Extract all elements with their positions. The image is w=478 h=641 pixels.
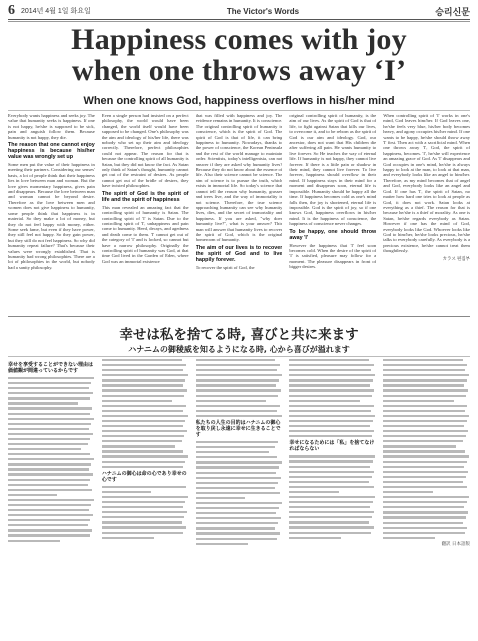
japanese-text-line (383, 359, 463, 361)
japanese-text-line (196, 400, 266, 402)
japanese-text-line (196, 461, 282, 463)
japanese-text-line (8, 499, 94, 501)
japanese-text-line (196, 456, 278, 458)
japanese-subhead: ハナニムの御稜威を知るようになる時, 心から喜びが溢れます (128, 345, 350, 354)
japanese-text-line (383, 450, 465, 452)
japanese-text-line (196, 527, 276, 529)
japanese-text-line (289, 379, 372, 381)
english-column-2 (102, 113, 189, 313)
publisher-name: 승리신문 (435, 6, 470, 17)
japanese-text-line (196, 522, 278, 524)
japanese-text-line (289, 476, 371, 478)
japanese-text-line (289, 415, 375, 417)
japanese-column-2 (102, 359, 189, 635)
japanese-text-line (383, 435, 465, 437)
japanese-text-line (102, 511, 187, 513)
japanese-text-line (383, 430, 468, 432)
japanese-text-line (8, 377, 94, 379)
japanese-text-line (102, 384, 183, 386)
japanese-text-line (383, 384, 464, 386)
japanese-text-line (383, 364, 467, 366)
japanese-column-1 (8, 359, 95, 635)
japanese-text-line (383, 420, 466, 422)
masthead-rule (8, 19, 470, 20)
japanese-text-line (102, 425, 183, 427)
japanese-text-line (383, 506, 464, 508)
section-divider (8, 316, 470, 317)
japanese-text-line (196, 482, 278, 484)
japanese-text-line (196, 507, 279, 509)
japanese-text-line (196, 543, 248, 545)
japanese-text-line (102, 359, 182, 361)
japanese-text-line (102, 501, 185, 503)
english-column-5 (383, 113, 470, 313)
japanese-text-line (289, 481, 369, 483)
japanese-text-line (102, 466, 183, 468)
japanese-text-line (383, 496, 469, 498)
japanese-text-line (383, 415, 469, 417)
japanese-text-line (383, 369, 465, 371)
paragraph: Everybody wants happiness and seeks joy. The value that humanity seeks is happiness. If one is not happy, he/she is supposed to be sick, pain and anguish follow them. Because humanity is not happy, they die. (8, 113, 95, 140)
japanese-text-line (289, 400, 359, 402)
japanese-text-line (289, 537, 341, 539)
japanese-text-line (289, 430, 374, 432)
issue-date: 2014년 4월 1일 화요일 (21, 8, 91, 15)
japanese-text-line (289, 389, 374, 391)
japanese-text-line (102, 374, 188, 376)
japanese-text-line (383, 455, 469, 457)
japanese-text-line (383, 527, 467, 529)
japanese-text-line (289, 455, 375, 457)
japanese-text-line (289, 410, 371, 412)
japanese-text-line (8, 534, 90, 536)
japanese-text-line (383, 445, 456, 447)
japanese-headline: 幸せは私を捨てる時, 喜びと共に来ます (119, 327, 359, 343)
japanese-text-line (102, 430, 187, 432)
japanese-text-line (102, 405, 186, 407)
japanese-text-line (383, 522, 463, 524)
japanese-text-line (102, 435, 184, 437)
japanese-text-line (383, 400, 453, 402)
paragraph: This man revealed an amazing fact that the controlling spirit of humanity is Satan. The controlling spirit of 'I' is Satan. Due to the controlling spirit of 'I', unhappiness and pain come to humanity. Heed, decays, and agedness and death come to them. 'I' cannot get out of the category of 'I' and is locked, so cannot but have a narrow philosophy. Originally the controlling spirit of humanity was God, at that time God lived in the Garden of Eden, where God was an immortal existence (101, 204, 189, 264)
japanese-text-line (289, 471, 374, 473)
section-heading: The spirit of God is the spirit of life and the spirit of happiness (101, 190, 189, 203)
japanese-text-line (102, 389, 187, 391)
paragraph: original controlling spirit of humanity, is the aim of our lives. As the spirit of God is that of life, to fight against Satan that kills our lives, to overcome it, and to be reborn as the spirit of God is our aim and ideology. God, our ancestor, does not want that His children die after suffering all pain. He wants humanity to live forever. So He teaches the way of eternal life. If humanity is not happy, they cannot live forever. If there is a little pain or shadow in their mind, they cannot live forever. To live forever, happiness should overflow in their mind. If happiness stays in their mind for a moment and disappears soon, eternal life is impossible. Humanity should be happy all the time. If happiness becomes cold as one's mind falls then, the joy is shortened, eternal life is impossible. God is the spirit of joy, so if one knows God, happiness overflows in his/her mind. It is the happiness of conscience, the happiness of conscience never changes. (289, 113, 377, 227)
japanese-text-line (196, 384, 277, 386)
japanese-text-line (383, 425, 464, 427)
japanese-text-line (196, 487, 276, 489)
japanese-text-line (102, 491, 151, 493)
japanese-section-heading: 幸せを享受することができない理由は価値観が間違っているからです (8, 362, 94, 374)
japanese-text-line (289, 405, 373, 407)
japanese-text-line (8, 418, 94, 420)
japanese-text-line (8, 514, 93, 516)
japanese-text-line (196, 389, 281, 391)
paragraph: Some men put the value of their happiness in meeting their partners. Considering our senses' basis, a lot of people think that their happiness lies in love between man and woman. But the love gives momentary happiness, gives pain and disappears. Because the love between man and woman cannot be beyond desire. Therefore as the love between men and women does not give happiness to humanity, some people think that happiness is in material. So they make a lot of money, but they do not feel happy with money, either. Some seek fame, but even if they have power, they still feel not happy. So they gain power, but they still do not feel happiness. So why did humanity repeat failure? That's because their values were wrongly established. That is humanity had wrong philosophies. There are a lot of philosophies in the world, but nobody had a sanity philosophy. (8, 162, 95, 270)
japanese-text-line (289, 501, 372, 503)
paragraph: However the happiness that 'I' feel soon becomes cold. When the desire of the spirit of 'I' is satisfied, pleasure may follow for a moment. The pleasure disappears in front of bigger desires. (289, 242, 377, 270)
japanese-text-line (102, 395, 184, 397)
japanese-text-line (8, 433, 93, 435)
japanese-text-line (383, 532, 465, 534)
japanese-text-line (196, 466, 279, 468)
japanese-text-line (102, 379, 185, 381)
japanese-text-line (102, 440, 182, 442)
japanese-text-line (289, 369, 371, 371)
headline-line-2 (8, 55, 470, 86)
japanese-text-line (289, 526, 373, 528)
page-number: 6 (8, 3, 15, 18)
headline-line-1: Happiness comes with joy (71, 23, 407, 56)
japanese-text-line (102, 369, 184, 371)
japanese-text-line (8, 407, 92, 409)
japanese-text-line (8, 413, 90, 415)
japanese-text-line (196, 492, 280, 494)
japanese-text-line (8, 509, 89, 511)
japanese-columns (8, 359, 470, 635)
japanese-text-line (8, 402, 78, 404)
japanese-text-line (196, 497, 245, 499)
section-heading: To be happy, one should throw away 'I' (289, 228, 377, 241)
japanese-text-line (102, 532, 184, 534)
japanese-text-line (102, 526, 186, 528)
japanese-text-line (289, 425, 370, 427)
japanese-text-line (383, 516, 465, 518)
japanese-text-line (196, 472, 277, 474)
japanese-text-line (102, 410, 184, 412)
japanese-text-line (8, 392, 93, 394)
japanese-text-line (8, 387, 89, 389)
japanese-text-line (289, 359, 369, 361)
japanese-text-line (102, 506, 183, 508)
paragraph: To recover the spirit of God, the (195, 264, 255, 270)
japanese-text-line (196, 359, 276, 361)
japanese-byline: 翻訳 日本語版 (441, 541, 470, 547)
japanese-text-line (8, 443, 88, 445)
japanese-text-line (289, 395, 371, 397)
paragraph: When controlling spirit of 'I' works in one's mind, God leaves him/her. If God leaves one, he/she feels very blue, his/her body becomes heavy, and agony occupies his/her mind. If one wants to be happy, he/she should throw away 'I' first. Then act with a sacrificial mind. When one throws away 'I', God, the spirit of happiness, becomes. 'I', he/she will experience an amazing grace of God. As 'I' disappears and God occupies in one's mind, he/she is always happy to look at the man, to look at that man, and everybody looks like an angel to him/her. Therefore, as my mind becomes that of angel and God, everybody looks like an angel and God. If one has 'I', the spirit of Satan, no matter how hard one tries to look at people as God, it does not work. Satan looks at everything as a thief. The reason for that is because he/she is a thief of morality. As one is Satan, he/she regards everybody as Satan. However if one has the mind of God, everybody looks like God. Whoever looks like God to him/her, he/she looks precious, he/she talks to everybody carefully. As everybody is a precious existence, he/she cannot treat them thoughtlessly. (383, 113, 470, 254)
japanese-text-line (102, 364, 186, 366)
japanese-text-line (196, 451, 269, 453)
japanese-text-line (289, 486, 373, 488)
japanese-text-line (383, 486, 467, 488)
japanese-text-line (196, 446, 276, 448)
byline: カラス 편집부 (442, 255, 470, 261)
japanese-text-line (102, 537, 154, 539)
japanese-text-line (8, 423, 91, 425)
japanese-text-line (196, 502, 282, 504)
japanese-text-line (102, 420, 185, 422)
japanese-section-heading: 私たちの人生の目的はハナニムの御心を取り戻し永遠に幸せに生きることです (195, 420, 281, 439)
japanese-text-line (102, 400, 172, 402)
japanese-section-heading: 幸せになるためには「私」を捨てなければならない (289, 440, 375, 453)
japanese-text-line (383, 537, 435, 539)
japanese-text-line (289, 496, 375, 498)
japanese-text-line (102, 415, 188, 417)
japanese-text-line (8, 428, 89, 430)
japanese-text-line (102, 496, 188, 498)
japanese-text-line (8, 529, 92, 531)
japanese-text-line (289, 506, 370, 508)
english-column-3 (196, 113, 283, 313)
japanese-text-line (289, 511, 374, 513)
japanese-text-line (196, 369, 278, 371)
paper-name: The Victor's Words (226, 6, 300, 16)
article-headline (8, 24, 470, 86)
japanese-text-line (289, 384, 370, 386)
japanese-text-line (383, 511, 468, 513)
japanese-text-line (196, 532, 280, 534)
japanese-text-line (383, 405, 467, 407)
japanese-text-line (8, 468, 89, 470)
paragraph: Even a single person had insisted on a perfect philosophy, the world would have been changed, the world itself would have been supposed to be changed. One's philosophy was the aim and ideology of his/her life, there was nobody who set up their aim and ideology correctly. Therefore, perfect philosophies could not appear. The reason for that is because the controlling spirit of all humanity is Satan, but they did not know the fact. As Satan only think of Satan's thought, humanity cannot get out of the restraint of desires. As people cannot get out of the bridle of desires, they have twisted philosophies. (101, 113, 189, 189)
japanese-column-3 (196, 359, 283, 635)
japanese-text-line (383, 481, 463, 483)
japanese-text-line (8, 463, 91, 465)
section-heading: The aim of our lives is to recover the spirit of God and to live happily forever. (195, 244, 283, 263)
japanese-text-line (196, 538, 278, 540)
japanese-text-line (196, 512, 277, 514)
japanese-section-heading: ハナニムの御心は命の心であり幸せの心です (101, 470, 187, 483)
japanese-text-line (289, 516, 371, 518)
japanese-text-line (8, 382, 91, 384)
japanese-text-line (8, 494, 57, 496)
japanese-subhead-rule (8, 356, 470, 357)
japanese-text-line (8, 458, 94, 460)
japanese-column-5 (383, 359, 470, 635)
japanese-text-line (196, 374, 282, 376)
japanese-text-line (196, 395, 278, 397)
japanese-text-line (289, 466, 370, 468)
japanese-text-line (383, 379, 466, 381)
section-heading: The reason that one cannot enjoy happiness is because his/her value was wrongly set up (8, 142, 95, 161)
japanese-text-line (196, 477, 281, 479)
japanese-text-line (383, 395, 465, 397)
japanese-text-line (383, 476, 465, 478)
japanese-text-line (289, 521, 369, 523)
japanese-text-line (383, 461, 466, 463)
english-column-1 (8, 113, 95, 313)
japanese-text-line (196, 364, 280, 366)
japanese-text-line (102, 486, 186, 488)
japanese-text-line (289, 491, 338, 493)
japanese-text-line (383, 466, 464, 468)
japanese-text-line (8, 489, 92, 491)
english-column-4 (289, 113, 376, 313)
japanese-text-line (102, 516, 184, 518)
japanese-text-line (8, 448, 81, 450)
article-subhead: When one knows God, happiness overflows in his/her mind (83, 95, 395, 107)
japanese-text-line (102, 521, 182, 523)
japanese-text-line (196, 517, 281, 519)
japanese-text-line (196, 441, 278, 443)
paragraph: that was filled with happiness and joy. The evidence remains in humanity. It is conscience. The original controlling spirit of humanity is conscience, which is the spirit of God. The spirit of God is that of life, it can bring happiness to humanity. Nowadays, thanks to the power of conscience, the Korean Peninsula and the rest of the world manage to maintain order. Scientists, today's intelligentsia, can not answer if they are asked why humanity lives? Because they do not know about the essence of life. Also their science cannot be science. The aim of science is to pursue the truth, which exists in immortal life. So today's science that cannot tell the reason why humanity, grasses and trees live, and the way of immortality is not science. Therefore, the true science approaching humanity can see why humanity lives, dies, and the secret of immortality and happiness. If you are asked, "why does humanity live?", what is your answer? This man will answer that humanity lives to recover the spirit of God, which is the original homeroom of humanity. (195, 113, 283, 243)
japanese-text-line (289, 460, 372, 462)
japanese-text-line (383, 410, 465, 412)
japanese-text-line (289, 420, 372, 422)
japanese-text-line (102, 461, 185, 463)
masthead (8, 4, 470, 18)
japanese-text-line (289, 532, 371, 534)
japanese-text-line (383, 491, 432, 493)
japanese-text-line (8, 397, 90, 399)
japanese-text-line (8, 438, 90, 440)
japanese-column-4 (289, 359, 376, 635)
japanese-text-line (102, 455, 188, 457)
headline-line-2-text: when one throws away (71, 54, 374, 87)
japanese-text-line (8, 479, 90, 481)
japanese-text-line (289, 435, 371, 437)
japanese-text-line (102, 450, 184, 452)
japanese-text-line (8, 473, 93, 475)
japanese-text-line (196, 415, 282, 417)
japanese-text-line (8, 540, 60, 542)
japanese-text-line (196, 410, 278, 412)
japanese-text-line (102, 445, 175, 447)
japanese-text-line (383, 471, 468, 473)
headline-quote-i: ‘I’ (373, 54, 407, 87)
japanese-text-line (8, 504, 91, 506)
japanese-text-line (196, 379, 279, 381)
japanese-text-line (289, 364, 373, 366)
english-columns (8, 113, 470, 313)
japanese-text-line (383, 389, 468, 391)
japanese-text-line (196, 405, 280, 407)
masthead-rule-thin (8, 21, 470, 22)
japanese-text-line (383, 374, 469, 376)
japanese-text-line (289, 374, 375, 376)
masthead-left (8, 3, 91, 19)
japanese-text-line (8, 453, 90, 455)
japanese-text-line (8, 484, 88, 486)
japanese-text-line (383, 501, 466, 503)
japanese-text-line (8, 519, 90, 521)
subhead-rule (8, 110, 470, 111)
japanese-text-line (8, 524, 88, 526)
japanese-text-line (383, 440, 463, 442)
